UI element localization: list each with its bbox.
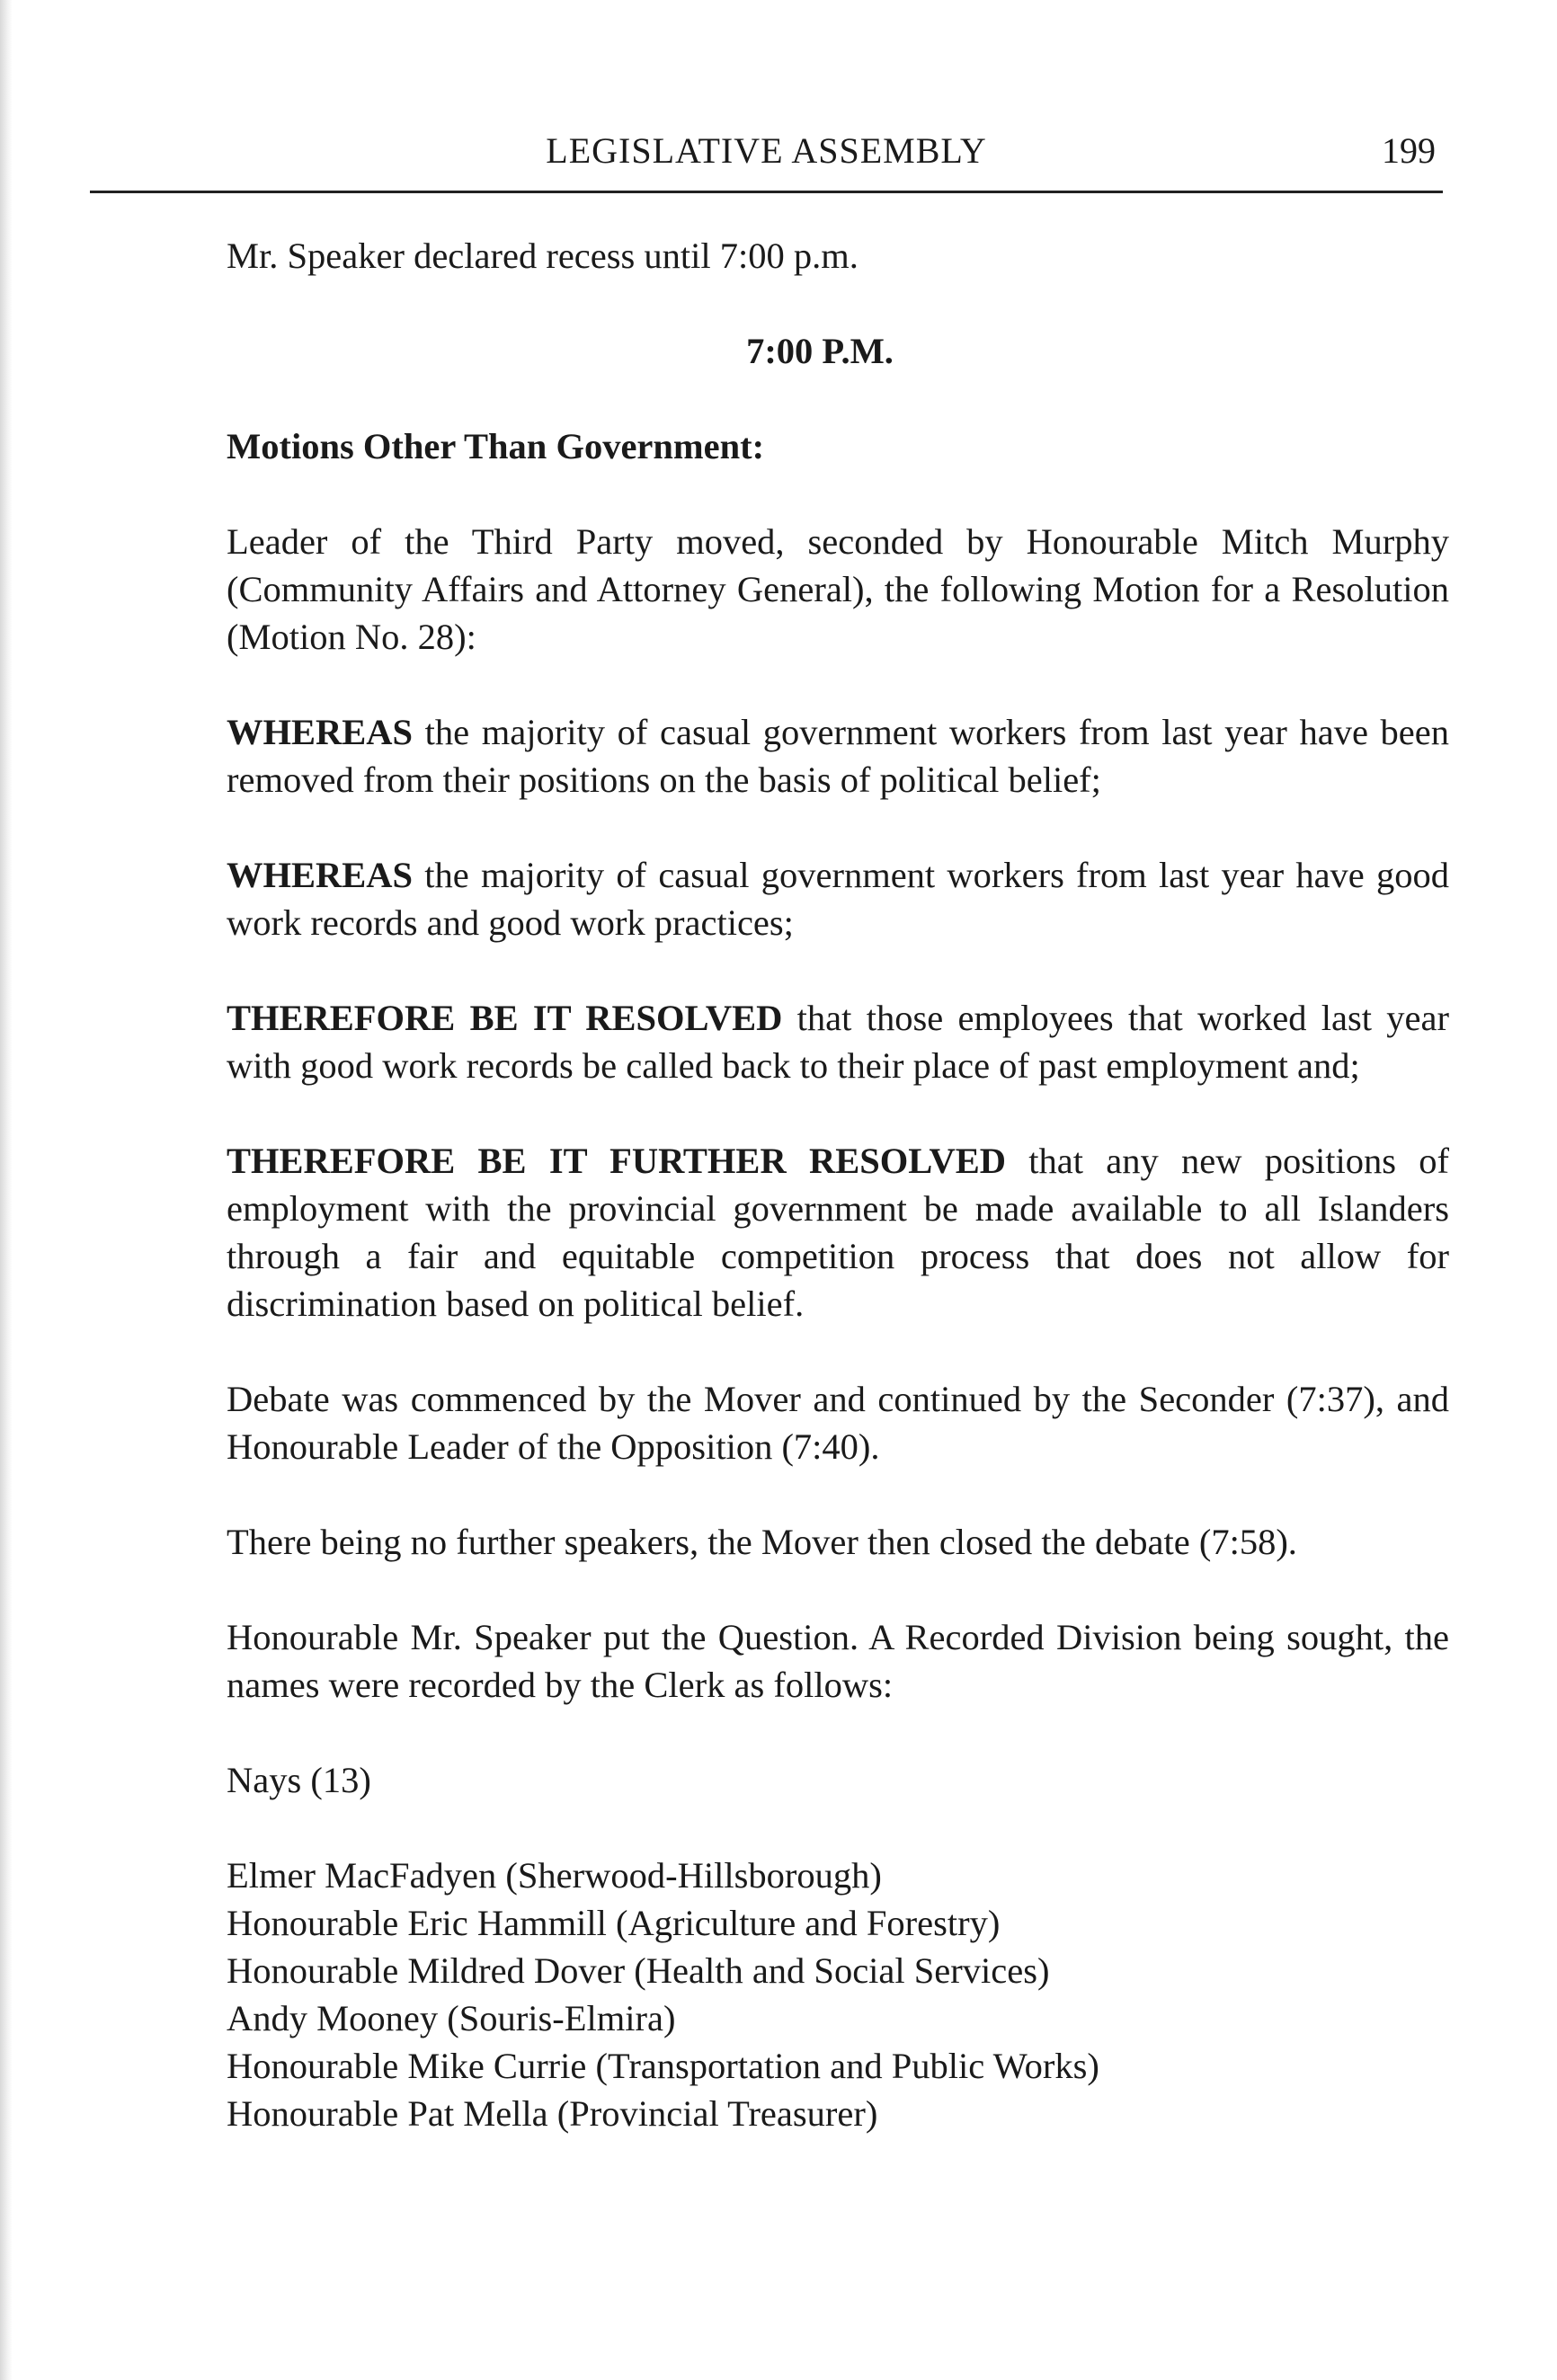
resolved-clause-1	[227, 994, 1449, 1089]
clause-text: that those employees that worked last year with good work records be called back to their place of past employment and;	[227, 998, 1449, 1086]
clause-text: that any new positions of employment with the provincial government be made available to all Islanders through a fair and equitable competition process that does not allow for discrimination based on political belief.	[227, 1141, 1449, 1324]
page-number: 199	[1382, 130, 1436, 171]
page-body	[227, 232, 1449, 2137]
scan-edge-shadow	[0, 0, 13, 2380]
list-item: Andy Mooney (Souris-Elmira)	[227, 1998, 676, 2038]
time-heading: 7:00 P.M.	[746, 331, 894, 371]
section-heading: Motions Other Than Government:	[227, 426, 765, 466]
clause-text: the majority of casual government workers from last year have good work records and good work practices;	[227, 855, 1449, 943]
running-header-title: LEGISLATIVE ASSEMBLY	[546, 130, 987, 171]
nays-heading: Nays (13)	[227, 1760, 371, 1800]
list-item: Elmer MacFadyen (Sherwood-Hillsborough)	[227, 1855, 882, 1896]
nays-member-list	[227, 1852, 1449, 2137]
clause-text: the majority of casual government workers from last year have been removed from their positions on the basis of political belief;	[227, 712, 1449, 800]
clause-lead: THEREFORE BE IT RESOLVED	[227, 998, 783, 1038]
clause-lead: WHEREAS	[227, 712, 414, 752]
whereas-clause-1	[227, 708, 1449, 804]
list-item: Honourable Mike Currie (Transportation and Public Works)	[227, 2046, 1099, 2086]
recess-paragraph: Mr. Speaker declared recess until 7:00 p.m.	[227, 235, 859, 276]
clause-lead: THEREFORE BE IT FURTHER RESOLVED	[227, 1141, 1007, 1181]
list-item: Honourable Pat Mella (Provincial Treasurer)	[227, 2093, 878, 2134]
debate-closed-paragraph: There being no further speakers, the Mover then closed the debate (7:58).	[227, 1522, 1297, 1562]
list-item: Honourable Eric Hammill (Agriculture and Forestry)	[227, 1903, 1001, 1943]
list-item: Honourable Mildred Dover (Health and Social Services)	[227, 1950, 1050, 1991]
question-paragraph: Honourable Mr. Speaker put the Question. A Recorded Division being sought, the names were recorded by the Clerk as follows:	[227, 1617, 1449, 1705]
whereas-clause-2	[227, 851, 1449, 946]
resolved-clause-2	[227, 1137, 1449, 1328]
debate-paragraph: Debate was commenced by the Mover and continued by the Seconder (7:37), and Honourable Leader of the Opposition (7:40).	[227, 1379, 1449, 1467]
page-header	[90, 130, 1443, 193]
clause-lead: WHEREAS	[227, 855, 414, 895]
motion-intro-paragraph: Leader of the Third Party moved, seconded by Honourable Mitch Murphy (Community Affairs and Attorney General), the following Motion for a Resolution (Motion No. 28):	[227, 521, 1449, 657]
